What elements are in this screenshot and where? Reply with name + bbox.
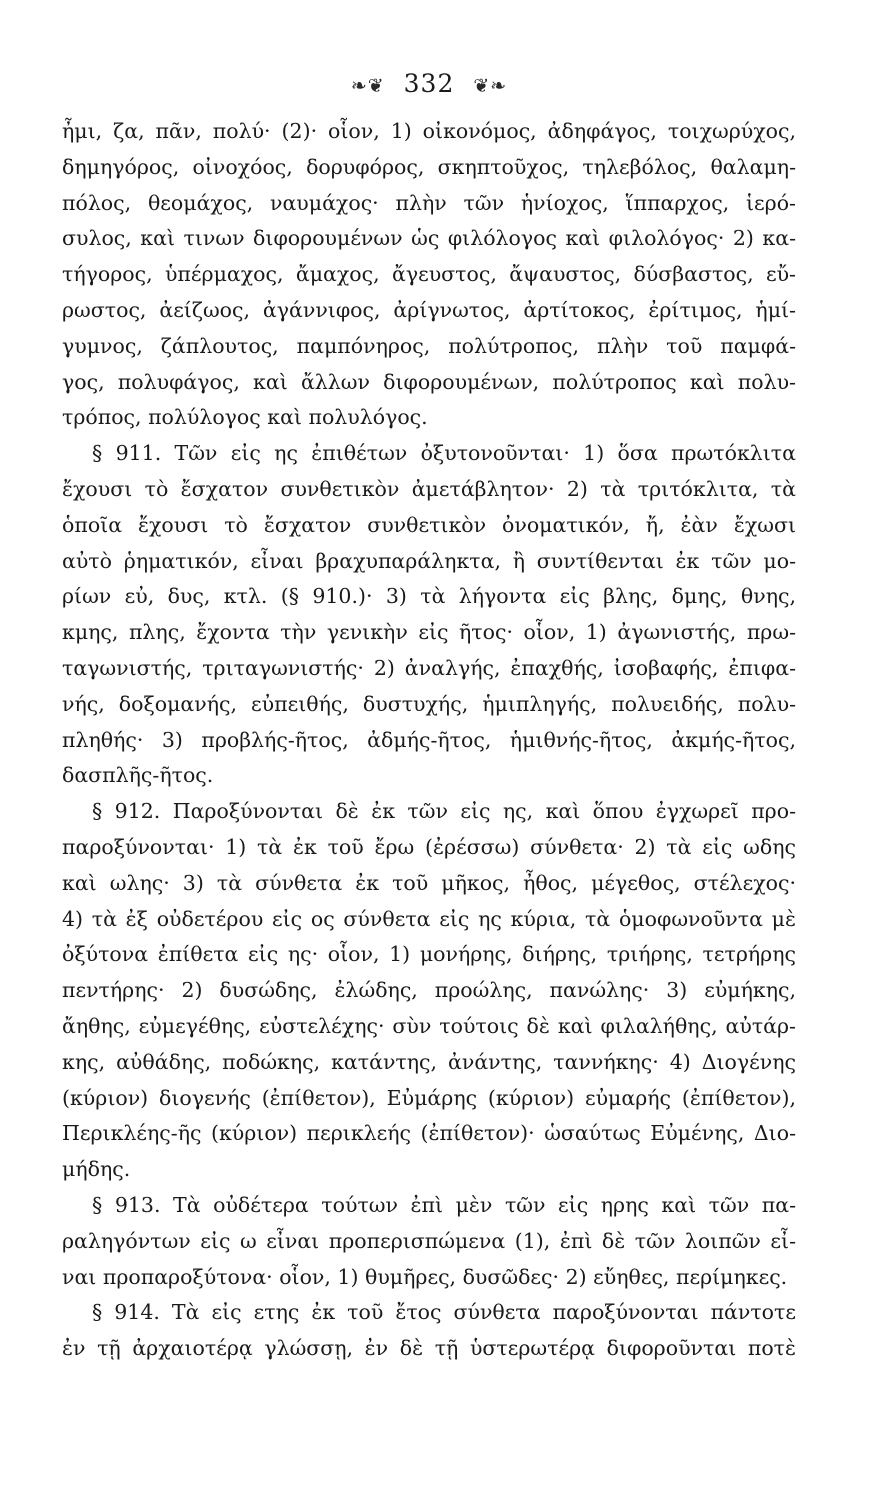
text-line: παροξύνονται· 1) τὰ ἐκ τοῦ ἔρω (ἐρέσσω) σύνθετα· 2) τὰ εἰς ωδης xyxy=(62,834,796,859)
text-line: ἐν τῇ ἀρχαιοτέρᾳ γλώσσῃ, ἐν δὲ τῇ ὑστερωτέρᾳ διφοροῦνται ποτὲ xyxy=(62,1336,796,1361)
text-line: ρίων εὐ, δυς, κτλ. (§ 910.)· 3) τὰ λήγοντα εἰς βλης, δμης, θνης, xyxy=(62,584,796,609)
text-line: ἦμι, ζα, πᾶν, πολύ· (2)· οἷον, 1) οἰκονόμος, ἀδηφάγος, τοιχωρύχος, xyxy=(62,119,796,143)
text-line: γος, πολυφάγος, καὶ ἄλλων διφορουμένων, πολύτροπος καὶ πολυ- xyxy=(62,369,796,394)
text-line: αὐτὸ ῥηματικόν, εἶναι βραχυπαράληκτα, ἢ συντίθενται ἐκ τῶν μο- xyxy=(62,548,796,573)
text-line: § 911. Τῶν εἰς ης ἐπιθέτων ὀξυτονοῦνται· 1) ὅσα πρωτόκλιτα xyxy=(92,441,796,466)
text-line: § 912. Παροξύνονται δὲ ἐκ τῶν εἰς ης, καὶ ὅπου ἐγχωρεῖ προ- xyxy=(92,799,796,824)
text-line: τήγορος, ὑπέρμαχος, ἄμαχος, ἄγευστος, ἄψαυστος, δύσβαστος, εὔ- xyxy=(62,262,796,287)
text-line: § 914. Τὰ εἰς ετης ἐκ τοῦ ἔτος σύνθετα παροξύνονται πάντοτε xyxy=(92,1300,796,1325)
text-line: κμης, πλης, ἔχοντα τὴν γενικὴν εἰς ῆτος· οἷον, 1) ἀγωνιστής, πρω- xyxy=(62,620,796,645)
text-line: συλος, καὶ τινων διφορουμένων ὡς φιλόλογος καὶ φιλολόγος· 2) κα- xyxy=(62,226,796,251)
section-911 xyxy=(62,436,796,794)
section-914 xyxy=(62,1295,796,1367)
text-line: ρωστος, ἀείζωος, ἀγάννιφος, ἀρίγνωτος, ἀρτίτοκος, ἐρίτιμος, ἡμί- xyxy=(62,297,796,322)
section-913 xyxy=(62,1188,796,1295)
text-line: ταγωνιστής, τριταγωνιστής· 2) ἀναλγής, ἐπαχθής, ἰσοβαφής, ἐπιφα- xyxy=(62,655,796,680)
text-line: δασπλῆς-ῆτος. xyxy=(62,763,214,788)
text-line: § 913. Τὰ οὐδέτερα τούτων ἐπὶ μὲν τῶν εἰς ηρης καὶ τῶν πα- xyxy=(92,1192,796,1217)
text-line: (κύριον) διογενής (ἐπίθετον), Εὐμάρης (κύριον) εὐμαρής (ἐπίθετον), xyxy=(62,1085,796,1110)
text-line: Περικλέης-ῆς (κύριον) περικλεής (ἐπίθετον)· ὡσαύτως Εὐμένης, Διο- xyxy=(62,1121,796,1146)
text-line: ἔχουσι τὸ ἔσχατον συνθετικὸν ἀμετάβλητον· 2) τὰ τριτόκλιτα, τὰ xyxy=(62,476,796,501)
text-line: ὁποῖα ἔχουσι τὸ ἔσχατον συνθετικὸν ὀνοματικόν, ἤ, ἐὰν ἔχωσι xyxy=(62,512,796,537)
text-line: πεντήρης· 2) δυσώδης, ἐλώδης, προώλης, πανώλης· 3) εὐμήκης, xyxy=(62,978,796,1003)
text-line: τρόπος, πολύλογος καὶ πολυλόγος. xyxy=(62,405,428,430)
text-line: πληθής· 3) προβλής-ῆτος, ἀδμής-ῆτος, ἡμιθνής-ῆτος, ἀκμής-ῆτος, xyxy=(62,727,796,752)
text-line: καὶ ωλης· 3) τὰ σύνθετα ἐκ τοῦ μῆκος, ἦθος, μέγεθος, στέλεχος· xyxy=(62,870,796,895)
text-line: ὀξύτονα ἐπίθετα εἰς ης· οἷον, 1) μονήρης, διήρης, τριήρης, τετρήρης xyxy=(62,942,796,967)
page-header xyxy=(62,62,796,108)
text-line: δημηγόρος, οἰνοχόος, δορυφόρος, σκηπτοῦχος, τηλεβόλος, θαλαμη- xyxy=(62,154,796,179)
left-ornament-icon: ❧❦ xyxy=(350,75,385,97)
text-line: 4) τὰ ἐξ οὐδετέρου εἰς ος σύνθετα εἰς ης κύρια, τὰ ὁμοφωνοῦντα μὲ xyxy=(62,906,796,931)
right-ornament-icon: ❦❧ xyxy=(473,75,508,97)
text-line: κης, αὐθάδης, ποδώκης, κατάντης, ἀνάντης, ταννήκης· 4) Διογένης xyxy=(62,1049,796,1074)
text-line: πόλος, θεομάχος, ναυμάχος· πλὴν τῶν ἡνίοχος, ἵππαρχος, ἱερό- xyxy=(62,190,796,215)
text-line: γυμνος, ζάπλουτος, παμπόνηρος, πολύτροπος, πλὴν τοῦ παμφά- xyxy=(62,333,796,358)
text-line: μήδης. xyxy=(62,1157,131,1182)
section-912 xyxy=(62,794,796,1188)
text-line: ἄηθης, εὐμεγέθης, εὐστελέχης· σὺν τούτοις δὲ καὶ φιλαλήθης, αὐτάρ- xyxy=(62,1013,796,1038)
text-line: νής, δοξομανής, εὐπειθής, δυστυχής, ἡμιπληγής, πολυειδής, πολυ- xyxy=(62,691,796,716)
text-line: ναι προπαροξύτονα· οἷον, 1) θυμῆρες, δυσῶδες· 2) εὔηθες, περίμηκες. xyxy=(62,1264,788,1289)
paragraph-continuation xyxy=(62,114,796,436)
book-page xyxy=(62,62,796,1367)
page-number: 332 xyxy=(403,69,455,98)
text-line: ραληγόντων εἰς ω εἶναι προπερισπώμενα (1), ἐπὶ δὲ τῶν λοιπῶν εἶ- xyxy=(62,1228,796,1253)
